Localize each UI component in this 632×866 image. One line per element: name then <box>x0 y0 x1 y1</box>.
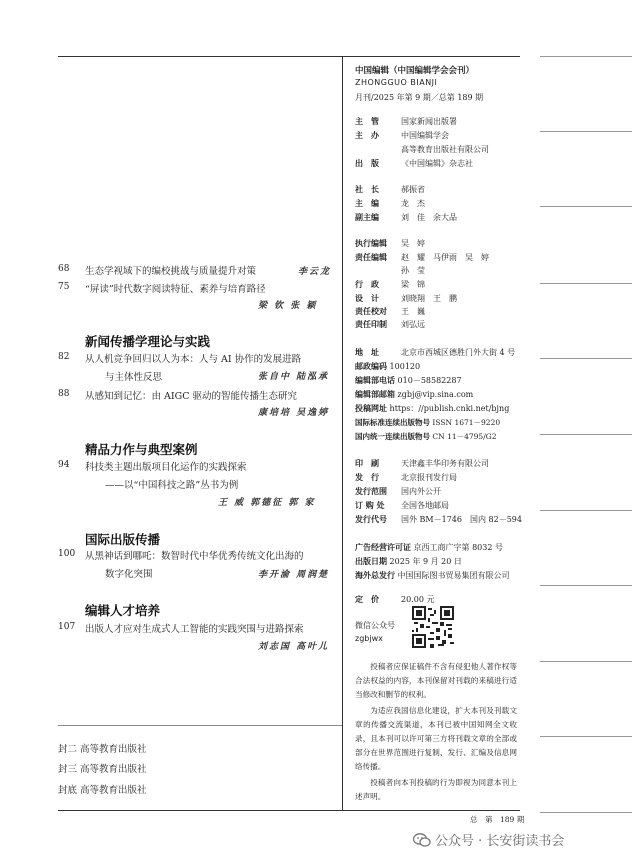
masthead-label: 订 购 处 <box>355 500 385 510</box>
masthead-label: 编辑部邮箱 <box>355 389 395 399</box>
toc-article-title[interactable]: 出版人才应对生成式人工智能的实践突围与进路探索 <box>85 624 304 635</box>
masthead-value: 王 巍 <box>401 307 425 316</box>
watermark-text: 公众号 · 长安街读书会 <box>435 834 565 849</box>
toc-page-number: 100 <box>58 549 76 559</box>
masthead-label: 邮政编码 <box>355 361 387 371</box>
masthead-label: 主 办 <box>355 130 379 140</box>
masthead-value: 刘晓翔 王 鹏 <box>401 294 457 303</box>
cover-ad-text: 高等教育出版社 <box>80 744 147 755</box>
cover-ad-label: 封二 <box>58 744 78 755</box>
cover-ad-row <box>58 782 147 796</box>
masthead-value: 孙 莹 <box>401 266 425 275</box>
edge-tab <box>540 56 632 57</box>
toc-page-number: 107 <box>58 622 76 632</box>
page-footer: 总 第 189 期 <box>470 815 525 824</box>
masthead-value: 京西工商广字第 8032 号 <box>413 543 503 552</box>
toc-article-authors: 梁 钦 张 颖 <box>258 301 318 311</box>
masthead-value: 北京市西城区德胜门外大街 4 号 <box>401 348 516 357</box>
bottom-rule <box>58 810 520 811</box>
toc-section-title: 新闻传播学理论与实践 <box>85 334 211 349</box>
notice-paragraph: 为适应我国信息化建设，扩大本刊及刊载文章的传播交流渠道，本刊已被中国知网全文收录，且本刊可以许可第三方将刊载文章的全部或部分在世界范围进行复制、发行、汇编及信息网络传播。 <box>355 705 517 772</box>
masthead-row <box>355 361 420 372</box>
masthead-value: 刘弘远 <box>401 320 425 329</box>
masthead-value: 全国各地邮局 <box>401 501 449 510</box>
toc-page-number: 68 <box>58 264 70 274</box>
masthead-row <box>355 542 503 553</box>
toc-article-title[interactable]: 科技类主题出版项目化运作的实践探索 <box>85 462 247 473</box>
cover-ad-label: 封三 <box>58 764 78 775</box>
masthead-row <box>355 375 462 386</box>
edge-tab <box>540 358 632 359</box>
masthead-label: 国内统一连续出版物号 <box>355 432 430 441</box>
masthead-row <box>355 306 425 317</box>
column-divider <box>342 56 343 811</box>
masthead-label: 广告经营许可证 <box>355 542 411 552</box>
cover-ad-row <box>58 761 147 775</box>
masthead-label: 出 版 <box>355 158 379 168</box>
toc-article-title-cont[interactable]: ——以“中国科技之路”丛书为例 <box>105 480 239 491</box>
masthead-label: 主 编 <box>355 198 379 208</box>
toc-article-title[interactable]: 从黑神话到哪吒：数智时代中华优秀传统文化出海的 <box>85 551 304 562</box>
masthead-value: 吴 婷 <box>401 239 425 248</box>
masthead-row <box>355 319 425 330</box>
masthead-row <box>355 212 457 223</box>
masthead-label: 发行代号 <box>355 514 387 524</box>
toc-article-authors: 李开渝 周润楚 <box>258 570 330 580</box>
edge-tab <box>540 434 632 435</box>
masthead-label: 主 管 <box>355 116 379 126</box>
masthead-row <box>355 570 510 581</box>
masthead-row <box>355 279 425 290</box>
masthead-value: CN 11－4795/G2 <box>432 432 497 441</box>
cover-divider <box>58 725 342 726</box>
masthead-label: 副主编 <box>355 212 379 222</box>
masthead-row <box>355 198 425 209</box>
masthead-value: 国家新闻出版署 <box>401 117 457 126</box>
toc-page-number: 82 <box>58 352 70 362</box>
masthead-row <box>355 158 473 169</box>
masthead-row <box>355 431 497 442</box>
masthead-value: 国外 BM－1746 国内 82－594 <box>401 515 522 524</box>
toc-section-title: 编辑人才培养 <box>85 603 161 618</box>
toc-article-authors: 张自中 陆泓承 <box>258 372 330 382</box>
cover-ad-label: 封底 <box>58 785 78 796</box>
masthead-label: 印 刷 <box>355 458 379 468</box>
toc-article-title[interactable]: 从感知到记忆：由 AIGC 驱动的智能传播生态研究 <box>85 391 298 402</box>
toc-article-title-cont[interactable]: 数字化突围 <box>105 569 153 580</box>
submission-url-link[interactable]: https：//publish.cnki.net/bjng <box>389 404 510 413</box>
masthead-row <box>355 417 500 428</box>
masthead-row <box>355 238 425 249</box>
masthead-label: 海外总发行 <box>355 570 395 580</box>
masthead-row <box>355 293 457 304</box>
masthead-value: 《中国编辑》杂志社 <box>401 159 473 168</box>
masthead-row <box>355 116 457 127</box>
notice-paragraph: 投稿者应保证稿件不含有侵犯他人著作权等合法权益的内容，本刊保留对刊载的来稿进行适当修改和删节的权利。 <box>355 662 517 700</box>
toc-article-title[interactable]: 生态学视域下的编校挑战与质量提升对策 <box>85 266 257 277</box>
toc-section-title: 精品力作与典型案例 <box>85 442 198 457</box>
copyright-notice <box>355 660 517 805</box>
masthead-row <box>355 514 522 525</box>
journal-pinyin: ZHONGGUO BIANJI <box>355 78 438 87</box>
masthead-value: 100120 <box>389 362 421 371</box>
masthead-row <box>355 130 449 141</box>
masthead-label: 责任印制 <box>355 319 387 329</box>
masthead-value: 中国国际图书贸易集团有限公司 <box>397 571 510 580</box>
masthead-row <box>355 389 473 400</box>
toc-article-title[interactable]: 从人机竞争回归以人为本：人与 AI 协作的发展进路 <box>85 354 302 365</box>
masthead-value: 2025 年 9 月 20 日 <box>389 557 462 566</box>
masthead-row <box>355 144 489 155</box>
toc-article-authors: 康培培 吴逸婷 <box>258 408 330 418</box>
wechat-icon <box>413 833 431 847</box>
masthead-value: ISSN 1671－9220 <box>432 418 501 427</box>
edge-tab <box>540 283 632 284</box>
toc-article-authors: 刘志国 高叶儿 <box>258 642 330 652</box>
journal-name: 中国编辑（中国编辑学会会刊） <box>355 66 475 76</box>
toc-article-authors: 王 威 郭德征 郭 家 <box>218 498 316 508</box>
masthead-row <box>355 472 457 483</box>
masthead-label: 行 政 <box>355 279 379 289</box>
masthead-row <box>355 556 462 567</box>
cover-ad-text: 高等教育出版社 <box>80 785 147 796</box>
masthead-label: 责任编辑 <box>355 252 387 262</box>
wechat-label: 微信公众号 <box>355 621 395 630</box>
masthead-label: 出版日期 <box>355 556 387 566</box>
notice-paragraph: 投稿者向本刊投稿的行为即视为同意本刊上述声明。 <box>355 777 517 801</box>
toc-page-number: 88 <box>58 389 70 399</box>
edge-tab <box>540 585 632 586</box>
cover-ad-text: 高等教育出版社 <box>80 764 147 775</box>
masthead-label: 社 长 <box>355 184 379 194</box>
toc-section-title: 国际出版传播 <box>85 532 161 547</box>
masthead-label: 责任校对 <box>355 306 387 316</box>
editorial-email-link[interactable]: zgbj@vip.sina.com <box>397 390 474 399</box>
masthead-row <box>355 486 441 497</box>
masthead-label: 执行编辑 <box>355 238 387 248</box>
masthead-label: 投稿网址 <box>355 403 387 413</box>
toc-article-title-cont[interactable]: 与主体性反思 <box>105 372 163 383</box>
edge-tab <box>540 736 632 737</box>
toc-article-authors: 李云龙 <box>298 267 332 277</box>
masthead-value: 高等教育出版社有限公司 <box>401 145 489 154</box>
cover-ad-row <box>58 741 147 755</box>
masthead-row <box>355 500 449 511</box>
edge-tab <box>540 812 632 813</box>
edge-tab <box>540 131 632 132</box>
masthead-value: 梁 锦 <box>401 280 425 289</box>
masthead-value: 郝振省 <box>401 185 425 194</box>
masthead-label: 设 计 <box>355 293 379 303</box>
wechat-id: zgbjwx <box>355 634 383 643</box>
masthead-value: 刘 佳 余大品 <box>401 213 457 222</box>
masthead-label: 发行范围 <box>355 486 387 496</box>
masthead-label: 地 址 <box>355 347 379 357</box>
masthead-row <box>355 252 489 263</box>
masthead-label: 编辑部电话 <box>355 375 395 385</box>
journal-issue: 月刊/2025 年第 9 期／总第 189 期 <box>355 93 484 102</box>
masthead-value: 赵 耀 马伊雨 吴 婷 <box>401 253 489 262</box>
masthead-row <box>355 265 425 276</box>
top-rule <box>58 56 520 57</box>
watermark <box>413 830 564 849</box>
edge-tab <box>540 510 632 511</box>
masthead-label: 国际标准连续出版物号 <box>355 418 430 427</box>
masthead-value: 北京报刊发行局 <box>401 473 457 482</box>
masthead-value: 中国编辑学会 <box>401 131 449 140</box>
masthead-value: 国内外公开 <box>401 487 441 496</box>
toc-page-number: 75 <box>58 282 70 292</box>
masthead-value: 龙 杰 <box>401 199 425 208</box>
masthead-value: 010－58582287 <box>397 376 462 385</box>
edge-tab <box>540 661 632 662</box>
toc-article-title[interactable]: “屏读”时代数字阅读特征、素养与培育路径 <box>85 284 266 295</box>
price-row <box>355 594 434 605</box>
qr-code-icon[interactable] <box>412 606 454 648</box>
masthead-label: 发 行 <box>355 472 379 482</box>
edge-tab <box>540 206 632 207</box>
masthead-row <box>355 458 489 469</box>
masthead-row <box>355 403 509 414</box>
price-value: 20.00 元 <box>401 595 435 604</box>
masthead-row <box>355 347 515 358</box>
toc-page-number: 94 <box>58 460 70 470</box>
masthead-value: 天津鑫丰华印务有限公司 <box>401 459 489 468</box>
masthead-row <box>355 184 425 195</box>
price-label: 定 价 <box>355 594 379 604</box>
